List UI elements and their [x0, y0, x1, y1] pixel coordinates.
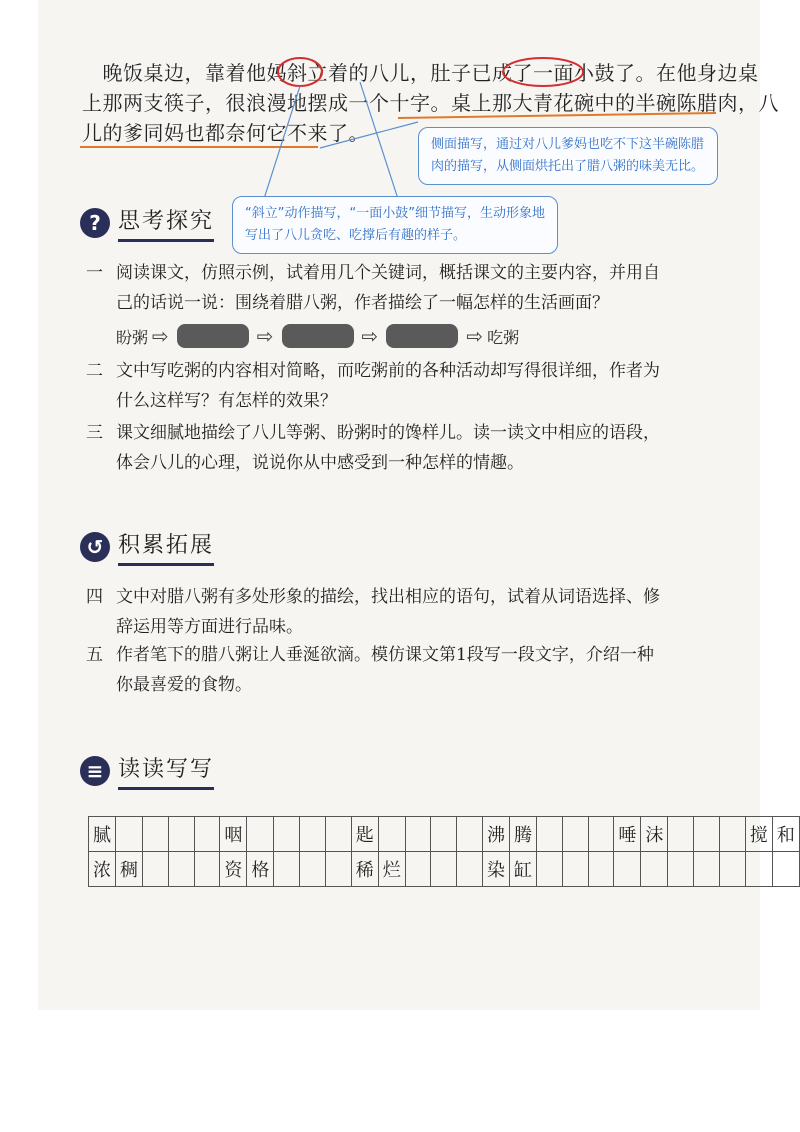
word-grid-cell — [274, 852, 300, 887]
word-grid-cell — [431, 852, 457, 887]
word-grid-cell — [562, 852, 588, 887]
word-grid-cell — [300, 852, 326, 887]
word-grid-cell — [745, 852, 772, 887]
section-readwrite-title: 读读写写 — [118, 752, 214, 790]
word-grid-cell — [325, 852, 351, 887]
oval-xieli — [278, 58, 322, 86]
arrow-right-icon: ⇨ — [466, 324, 484, 348]
question-2: 二 文中写吃粥的内容相对简略，而吃粥前的各种活动却写得很详细，作者为 什么这样写？有怎样的效果？ — [86, 361, 660, 411]
word-grid-cell — [168, 817, 194, 852]
word-grid-cell: 资 — [220, 852, 247, 887]
word-grid-cell — [641, 852, 668, 887]
word-grid-cell: 唾 — [614, 817, 641, 852]
passage-line-3: 儿的爹同妈也都奈何它不来了。 — [82, 121, 369, 145]
passage-line-1: 晚饭桌边，靠着他妈斜立着的八儿，肚子已成了一面小鼓了。在他身边桌 — [82, 61, 759, 85]
word-grid-cell — [719, 852, 745, 887]
word-grid-cell — [588, 852, 614, 887]
word-grid-cell: 腾 — [510, 817, 537, 852]
arrow-right-icon: ⇨ — [361, 324, 379, 348]
word-grid-cell — [378, 817, 405, 852]
word-grid-cell: 染 — [483, 852, 510, 887]
question-1: 一 阅读课文，仿照示例，试着用几个关键词，概括课文的主要内容，并用自 己的话说一说：围绕着腊八粥，作者描绘了一幅怎样的生活画面？ — [86, 263, 660, 313]
word-grid — [88, 816, 800, 887]
word-grid-cell — [668, 817, 694, 852]
section-think-title: 思考探究 — [118, 204, 214, 242]
word-grid-cell — [325, 817, 351, 852]
word-grid-cell: 稀 — [351, 852, 378, 887]
word-grid-row-1 — [89, 817, 800, 852]
word-grid-cell: 腻 — [89, 817, 116, 852]
section-readwrite — [80, 752, 214, 790]
underline-sentence-1 — [398, 113, 716, 118]
word-grid-cell — [143, 852, 169, 887]
word-grid-cell — [457, 817, 483, 852]
word-grid-cell — [537, 852, 563, 887]
word-grid-cell: 浓 — [89, 852, 116, 887]
word-grid-cell — [537, 817, 563, 852]
question-3: 三 课文细腻地描绘了八儿等粥、盼粥时的馋样儿。读一读文中相应的语段， 体会八儿的心理，说说你从中感受到一种怎样的情趣。 — [86, 423, 660, 473]
question-4: 四 文中对腊八粥有多处形象的描绘，找出相应的语句，试着从词语选择、修 辞运用等方面进行品味。 — [86, 587, 660, 637]
word-grid-cell — [614, 852, 641, 887]
word-grid-cell — [143, 817, 169, 852]
word-grid-cell — [274, 817, 300, 852]
word-grid-cell: 烂 — [378, 852, 405, 887]
word-grid-cell: 沸 — [483, 817, 510, 852]
word-grid-cell — [772, 852, 799, 887]
word-grid-cell — [694, 817, 720, 852]
passage-line-2: 上那两支筷子，很浪漫地摆成一个十字。桌上那大青花碗中的半碗陈腊肉，八 — [82, 91, 779, 115]
callout-side-description: 侧面描写，通过对八儿爹妈也吃不下这半碗陈腊肉的描写，从侧面烘托出了腊八粥的味美无比。 — [418, 127, 718, 185]
arrow-right-icon: ⇨ — [152, 324, 169, 348]
word-grid-cell — [431, 817, 457, 852]
oval-yimianxiaogu — [503, 58, 583, 86]
word-grid-cell: 咽 — [220, 817, 247, 852]
word-grid-cell — [168, 852, 194, 887]
word-grid-cell — [247, 817, 274, 852]
word-grid-cell: 稠 — [116, 852, 143, 887]
word-grid-cell: 沫 — [641, 817, 668, 852]
word-grid-cell — [588, 817, 614, 852]
word-grid-row-2 — [89, 852, 800, 887]
flow-end-label: 吃粥 — [487, 327, 520, 347]
arrow-right-icon: ⇨ — [256, 324, 274, 348]
word-grid-cell — [562, 817, 588, 852]
word-grid-cell — [300, 817, 326, 852]
flow-diagram — [116, 324, 519, 348]
list-icon: ≡ — [80, 756, 110, 786]
flow-start-label: 盼粥 — [116, 327, 149, 347]
word-grid-cell — [405, 852, 431, 887]
refresh-icon: ↺ — [80, 532, 110, 562]
word-grid-cell: 搅 — [745, 817, 772, 852]
question-icon: ? — [80, 208, 110, 238]
flow-blank-3[interactable] — [386, 324, 458, 348]
section-accumulate — [80, 528, 214, 566]
word-grid-cell — [194, 852, 220, 887]
flow-blank-1[interactable] — [177, 324, 249, 348]
callout-detail-description: “斜立”动作描写，“一面小鼓”细节描写，生动形象地写出了八儿贪吃、吃撑后有趣的样子。 — [232, 196, 558, 254]
word-grid-cell: 匙 — [351, 817, 378, 852]
flow-blank-2[interactable] — [282, 324, 354, 348]
word-grid-cell — [116, 817, 143, 852]
word-grid-cell — [194, 817, 220, 852]
section-think — [80, 204, 214, 242]
question-5: 五 作者笔下的腊八粥让人垂涎欲滴。模仿课文第1段写一段文字，介绍一种 你最喜爱的食物。 — [86, 645, 654, 695]
word-grid-cell: 和 — [772, 817, 799, 852]
word-grid-cell — [668, 852, 694, 887]
pointer-detail-1 — [262, 86, 300, 205]
word-grid-cell: 缸 — [510, 852, 537, 887]
word-grid-cell — [405, 817, 431, 852]
pointer-side — [320, 122, 418, 148]
section-accumulate-title: 积累拓展 — [118, 528, 214, 566]
pointer-detail-2 — [360, 82, 400, 205]
word-grid-cell — [719, 817, 745, 852]
word-grid-cell — [457, 852, 483, 887]
word-grid-cell — [694, 852, 720, 887]
word-grid-cell: 格 — [247, 852, 274, 887]
